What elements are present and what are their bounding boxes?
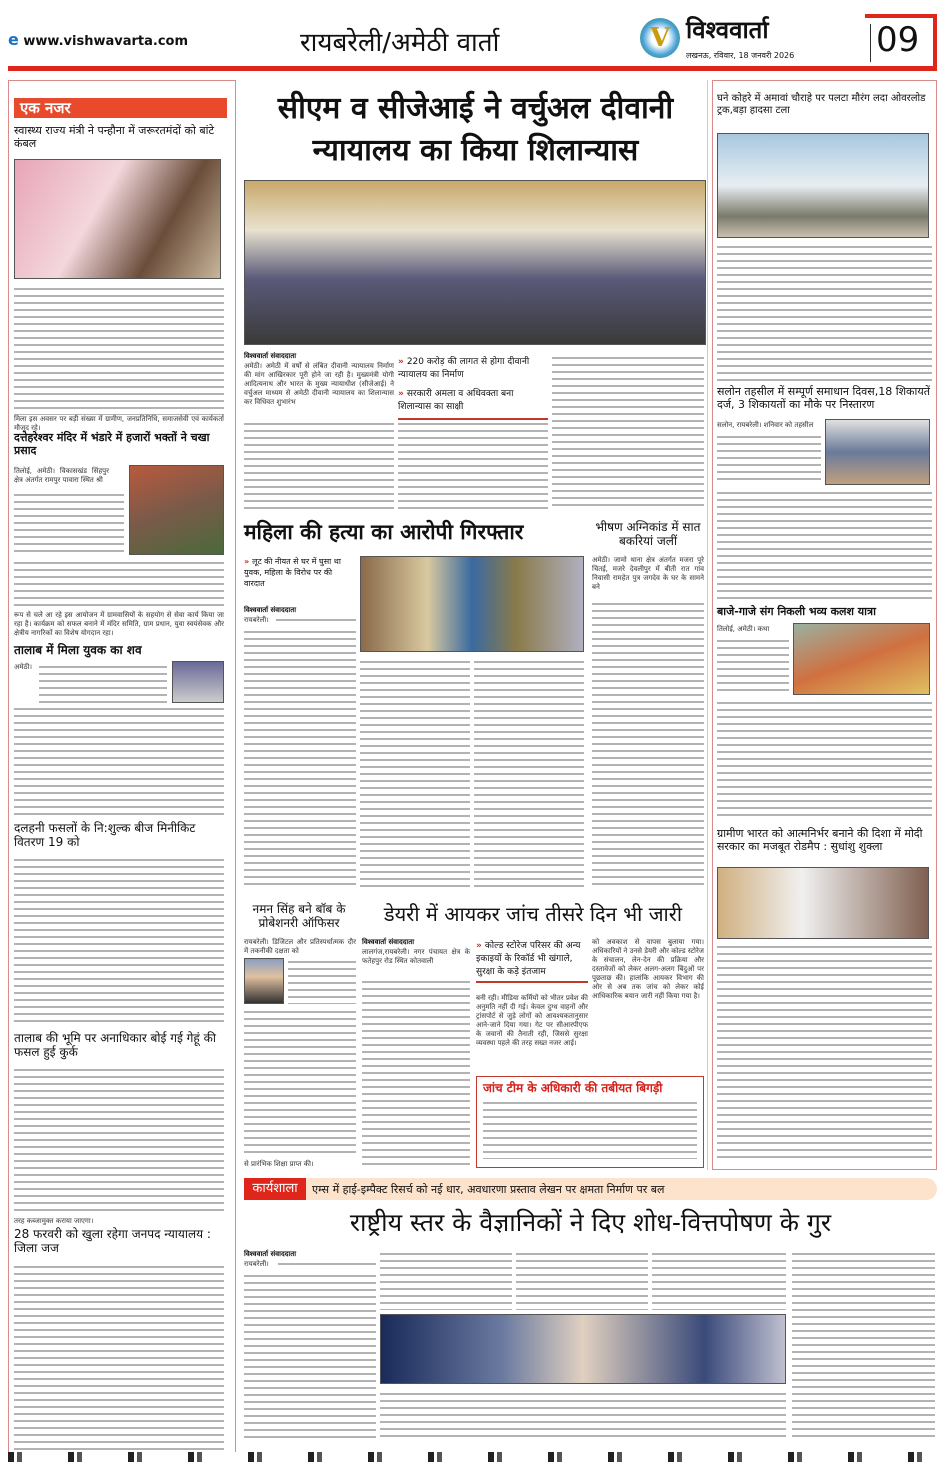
page-number: 09 (876, 20, 920, 60)
group-photo (380, 1314, 786, 1384)
bullet: » सरकारी अमला व अधिवक्ता बना शिलान्यास का साक्षी (398, 389, 514, 412)
chevron-icon: » (244, 557, 250, 566)
ek-nazar-label: एक नजर (14, 98, 227, 118)
photo (825, 419, 930, 485)
story-title: 28 फरवरी को खुला रहेगा जनपद न्यायालय : जिला जज (14, 1227, 211, 1256)
brand-logo: V (640, 18, 680, 58)
arrest-photo (360, 556, 584, 652)
photo (172, 661, 224, 703)
bullet: » लूट की नीयत से घर में घुसा था युवक, महिला के विरोध पर की वारदात (244, 557, 341, 588)
fire-headline: भीषण अग्निकांड में सात बकरियां जलीं (595, 520, 701, 549)
story-title: तालाब में मिला युवक का शव (14, 643, 142, 657)
story-title: तालाब की भूमि पर अनाधिकार बोई गई गेहूं की फसल हुई कुर्क (14, 1031, 216, 1060)
registration-marks (8, 1452, 937, 1462)
main-headline: सीएम व सीजेआई ने वर्चुअल दीवानी न्यायालय का किया शिलान्यास (277, 91, 674, 168)
story-title: दलहनी फसलों के नि:शुल्क बीज मिनीकिट वितरण 19 को (14, 821, 196, 850)
bullet: » 220 करोड़ की लागत से होगा दीवानी न्यायालय का निर्माण (398, 357, 530, 380)
photo (717, 867, 929, 939)
photo (793, 623, 930, 695)
naman-headline: नमन सिंह बने बॉब के प्रोबेशनरी ऑफिसर (252, 902, 346, 931)
chevron-icon: » (398, 389, 404, 399)
main-photo (244, 180, 706, 345)
dateline: लखनऊ, रविवार, 18 जनवरी 2026 (686, 51, 795, 60)
chevron-icon: » (476, 941, 482, 951)
info-box: जांच टीम के अधिकारी की तबीयत बिगड़ी (476, 1076, 704, 1168)
story-title: स्वास्थ्य राज्य मंत्री ने पन्हौना में जरूरतमंदों को बांटे कंबल (14, 124, 215, 151)
workshop-headline: राष्ट्रीय स्तर के वैज्ञानिकों ने दिए शोध-वित्तपोषण के गुर (349, 1208, 832, 1237)
highlight-bullets (398, 354, 548, 420)
workshop-strap: कार्यशाला एम्स में हाई-इम्पैक्ट रिसर्च को नई धार, अवधारणा प्रस्ताव लेखन पर क्षमता निर्माण पर बल (244, 1178, 937, 1200)
story-title: ग्रामीण भारत को आत्मनिर्भर बनाने की दिशा में मोदी सरकार का मजबूत रोडमैप : सुधांशु शुक्ला (717, 827, 923, 854)
murder-headline: महिला की हत्या का आरोपी गिरफ्तार (244, 520, 524, 544)
dairy-headline: डेयरी में आयकर जांच तीसरे दिन भी जारी (383, 902, 683, 926)
browser-icon: e (8, 30, 19, 49)
photo (14, 159, 221, 279)
story-title: बाजे-गाजे संग निकली भव्य कलश यात्रा (717, 605, 876, 618)
masthead-rule (8, 66, 937, 71)
photo (717, 133, 929, 238)
chevron-icon: » (398, 357, 404, 367)
brand-name: विश्ववार्ता (686, 16, 769, 44)
photo (129, 465, 224, 555)
category-tag: कार्यशाला (244, 1178, 306, 1200)
section-title: रायबरेली/अमेठी वार्ता (300, 28, 500, 58)
left-column: एक नजर स्वास्थ्य राज्य मंत्री ने पन्हौना में जरूरतमंदों को बांटे कंबल मिला इस अवसर पर बड़ी संख्या में ग्रामीण, जनप्रतिनिधि, समाजसेवी एवं कार्यकर्ता मौजूद रहे। दत्तेहरेश्वर मंदिर में भंडारे में हजारों भक्तों ने चखा प्रसाद तिलोई, अमेठी। विकासखंड सिंहपुर क्षेत्र अंतर्गत रामपुर पावारा स्थित श्री रूप से चले आ रहे इस आयोजन में ग्रामवासियों के सहयोग से सेवा कार्य किया जा रहा है। कार्यक्रम को सफल बनाने में मंदिर समिति, ग्राम प्रधान, युवा स्वयंसेवक और क्षेत्रीय नागरिकों का विशेष योगदान रहा। तालाब में मिला युवक का शव अमेठी। दलहनी फसलों के नि:शुल्क बीज मिनीकिट वितरण 19 को तालाब की भूमि पर अनाधिकार बोई गई गेहूं की फसल हुई कुर्क तरह कब्जामुक्त कराया जाएगा। 28 फरवरी को खुला रहेगा जनपद न्यायालय : जिला जज (8, 80, 236, 1458)
story-title: दत्तेहरेश्वर मंदिर में भंडारे में हजारों भक्तों ने चखा प्रसाद (14, 431, 210, 458)
right-column: घने कोहरे में अमावां चौराहे पर पलटा मौरंग लदा ओवरलोड ट्रक,बड़ा हादसा टला सलोन तहसील में सम्पूर्ण समाधान दिवस,18 शिकायतें दर्ज, 3 शिकायतों का मौके पर निस्तारण सलोन, रायबरेली। शनिवार को तहसील बाजे-गाजे संग निकली भव्य कलश यात्रा तिलोई, अमेठी। कथा ग्रामीण भारत को आत्मनिर्भर बनाने की दिशा में मोदी सरकार का मजबूत रोडमैप : सुधांशु शुक्ला (712, 80, 937, 1170)
portrait-photo (244, 958, 284, 1004)
website-link[interactable]: e www.vishwavarta.com (8, 30, 188, 49)
bullet: » कोल्ड स्टोरेज परिसर की अन्य इकाइयों के रिकॉर्ड भी खंगाले, सुरक्षा के कड़े इंतजाम (476, 938, 588, 983)
story-title: सलोन तहसील में सम्पूर्ण समाधान दिवस,18 शिकायतें दर्ज, 3 शिकायतों का मौके पर निस्तारण (717, 385, 930, 412)
story-title: घने कोहरे में अमावां चौराहे पर पलटा मौरंग लदा ओवरलोड ट्रक,बड़ा हादसा टला (717, 93, 926, 116)
